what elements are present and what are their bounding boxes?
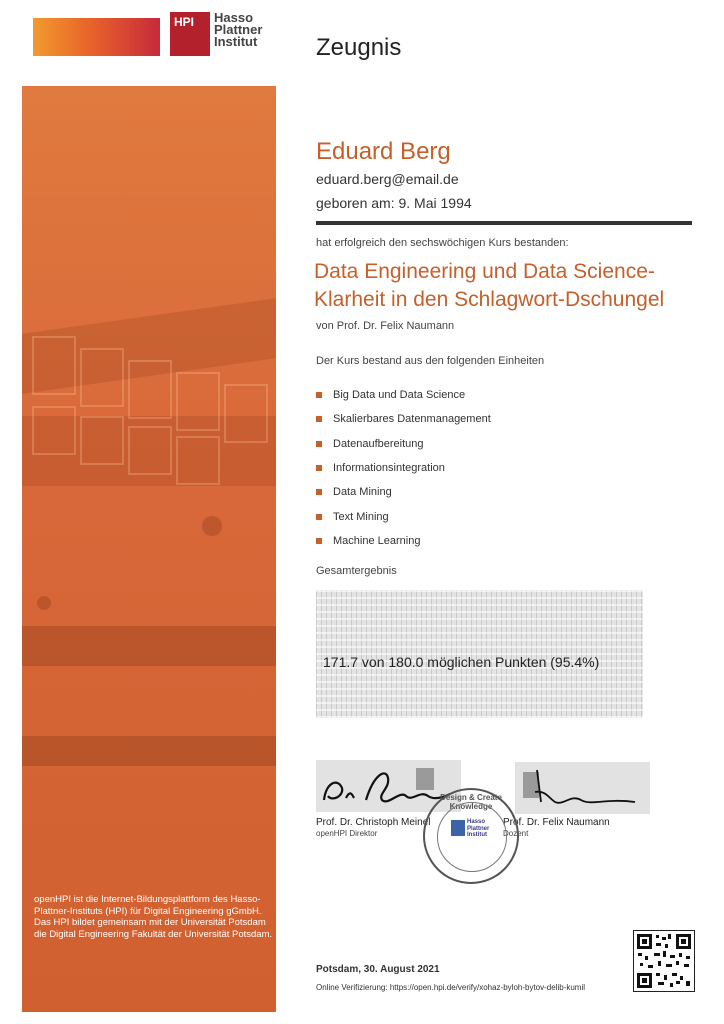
- seal-logo-icon: [451, 820, 465, 836]
- signer-right-role: Dozent: [503, 829, 529, 838]
- hpi-logo: [170, 12, 262, 60]
- verification-qr-code: [633, 930, 695, 992]
- units-heading: Der Kurs bestand aus den folgenden Einheiten: [316, 355, 545, 367]
- unit-label: Data Mining: [333, 486, 392, 499]
- course-intro: hat erfolgreich den sechswöchigen Kurs bestanden:: [316, 237, 569, 249]
- logo-line: Hasso: [214, 10, 254, 25]
- course-title: [314, 258, 664, 314]
- unit-label: Machine Learning: [333, 534, 421, 547]
- logo-line: Plattner: [214, 22, 263, 37]
- list-item: [316, 432, 491, 456]
- unit-label: Informationsintegration: [333, 462, 445, 475]
- signer-right-name: Prof. Dr. Felix Naumann: [503, 817, 610, 828]
- list-item: [316, 480, 491, 504]
- brand-gradient-bar: [33, 18, 160, 56]
- seal-name-line: Institut: [467, 832, 487, 838]
- openhpi-description: openHPI ist die Internet-Bildungsplattform des Hasso-Plattner-Instituts (HPI) für Digital Engineering gGmbH. Das HPI bildet gemeinsam mit der Universität Potsdam die Digital Engineering Fakultät der Universität Potsdam.: [34, 894, 273, 940]
- course-instructor: von Prof. Dr. Felix Naumann: [316, 320, 455, 332]
- hpi-logo-text: [214, 12, 262, 48]
- unit-label: Big Data und Data Science: [333, 389, 466, 402]
- recipient-birthdate: geboren am: 9. Mai 1994: [316, 195, 472, 211]
- seal-name-line: Hasso: [467, 819, 486, 825]
- signer-left-role: openHPI Direktor: [316, 829, 378, 838]
- signature-naumann: [515, 762, 650, 814]
- logo-line: Institut: [214, 34, 258, 49]
- course-title-line: Klarheit in den Schlagwort-Dschungel: [314, 288, 665, 311]
- list-item: [316, 456, 491, 480]
- course-title-line: Data Engineering und Data Science-: [314, 260, 655, 283]
- list-item: [316, 383, 491, 407]
- square-bullet-icon: [316, 514, 322, 520]
- square-bullet-icon: [316, 489, 322, 495]
- list-item: [316, 407, 491, 431]
- document-title: Zeugnis: [316, 34, 402, 61]
- verification-url[interactable]: Online Verifizierung: https://open.hpi.de/verify/xohaz-byloh-bytov-delib-kumil: [316, 983, 586, 992]
- seal-motto: Design & Create Knowledge: [440, 793, 502, 811]
- institute-seal: [423, 788, 519, 884]
- recipient-name: Eduard Berg: [316, 138, 451, 165]
- square-bullet-icon: [316, 441, 322, 447]
- units-list: [316, 383, 491, 553]
- signer-left-name: Prof. Dr. Christoph Meinel: [316, 817, 431, 828]
- place-date: Potsdam, 30. August 2021: [316, 964, 440, 975]
- sidebar-photo-panel: [22, 86, 276, 1012]
- square-bullet-icon: [316, 538, 322, 544]
- list-item: [316, 529, 491, 553]
- seal-name: [467, 819, 489, 839]
- result-score: 171.7 von 180.0 möglichen Punkten (95.4%): [323, 654, 600, 670]
- divider-rule: [316, 221, 692, 225]
- unit-label: Text Mining: [333, 510, 389, 523]
- hpi-logo-mark: HPI: [170, 12, 210, 56]
- seal-name-line: Plattner: [467, 825, 490, 832]
- square-bullet-icon: [316, 392, 322, 398]
- unit-label: Datenaufbereitung: [333, 437, 424, 450]
- result-heading: Gesamtergebnis: [316, 565, 397, 577]
- square-bullet-icon: [316, 465, 322, 471]
- list-item: [316, 504, 491, 528]
- square-bullet-icon: [316, 416, 322, 422]
- recipient-email: eduard.berg@email.de: [316, 171, 459, 187]
- unit-label: Skalierbares Datenmanagement: [333, 413, 491, 426]
